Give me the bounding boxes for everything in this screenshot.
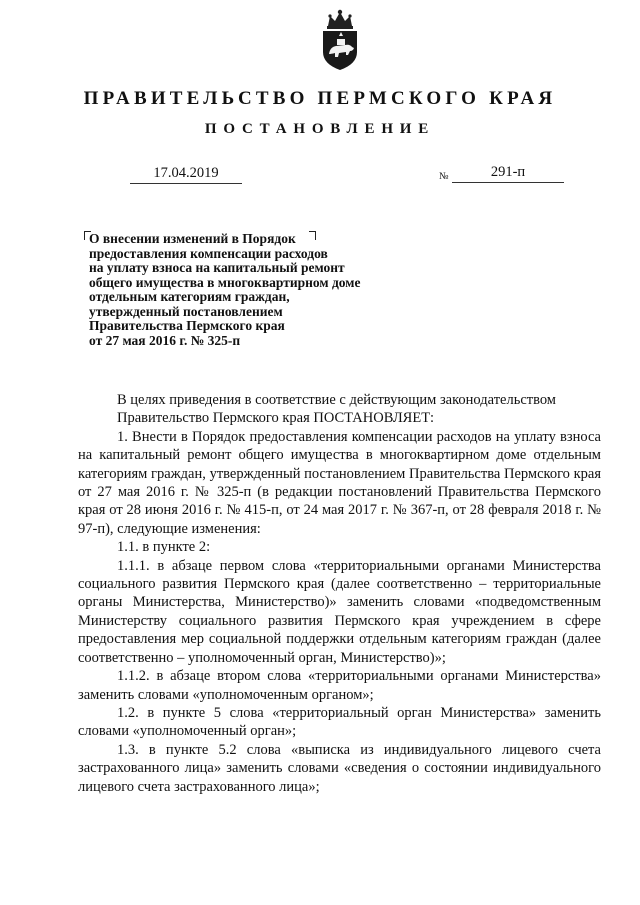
subject-line: отдельным категориям граждан,	[89, 289, 290, 304]
subject-line: общего имущества в многоквартирном доме	[89, 274, 361, 290]
subject-line: утвержденный постановлением	[89, 303, 283, 319]
subject-line: от 27 мая 2016 г. № 325-п	[89, 332, 241, 348]
subject-line: предоставления компенсации расходов	[89, 245, 328, 261]
document-number: 291-п	[452, 164, 564, 183]
document-body	[78, 391, 601, 796]
document-date: 17.04.2019	[130, 165, 242, 184]
paragraph-1-1: 1.1. в пункте 2:	[117, 539, 211, 556]
preamble-line-2: Правительство Пермского края ПОСТАНОВЛЯЕТ:	[117, 410, 435, 427]
paragraph-1-1-2: 1.1.2. в абзаце втором слова «территориальными органами Министерства» заменить словами «уполномоченным органом»;	[78, 668, 601, 703]
number-label: №	[439, 171, 449, 182]
paragraph-1-3: 1.3. в пункте 5.2 слова «выписка из индивидуального лицевого счета застрахованного лица» заменить словами «сведения о состоянии индивидуального лицевого счета застрахованного лица»;	[78, 741, 601, 795]
government-title: ПРАВИТЕЛЬСТВО ПЕРМСКОГО КРАЯ	[83, 88, 557, 109]
subject-line: Правительства Пермского края	[89, 318, 285, 333]
document-type-title: ПОСТАНОВЛЕНИЕ	[204, 121, 436, 137]
coat-of-arms-icon	[318, 8, 362, 72]
paragraph-1: 1. Внести в Порядок предоставления компенсации расходов на уплату взноса на капитальный ремонт общего имущества в многоквартирном доме отдельным категориям граждан, утвержденный постановлением Правительства Пермского края от 27 мая 2016 г. № 325-п (в редакции постановлений Правительства Пермского края от 28 июня 2016 г. № 415-п, от 24 мая 2017 г. № 367-п, от 28 февраля 2018 г. № 97-п), следующие изменения:	[78, 428, 601, 537]
paragraph-1-2: 1.2. в пункте 5 слова «территориальный орган Министерства» заменить словами «уполномоченный орган»;	[78, 704, 601, 740]
preamble-line-1: В целях приведения в соответствие с действующим законодательством	[117, 392, 556, 408]
paragraph-1-1-1: 1.1.1. в абзаце первом слова «территориальными органами Министерства социального развития Пермского края (далее соответственно – территориальные органы Министерства, Министерство)» заменить словами «подведомственным Министерству социального развития Пермского края учреждением в сфере предоставления мер социальной поддержки отдельным категориям граждан (далее соответственно – уполномоченный орган, Министерство)»;	[78, 557, 601, 666]
subject-line: на уплату взноса на капитальный ремонт	[89, 260, 345, 275]
document-subject	[89, 232, 409, 348]
subject-line: О внесении изменений в Порядок	[89, 231, 296, 246]
